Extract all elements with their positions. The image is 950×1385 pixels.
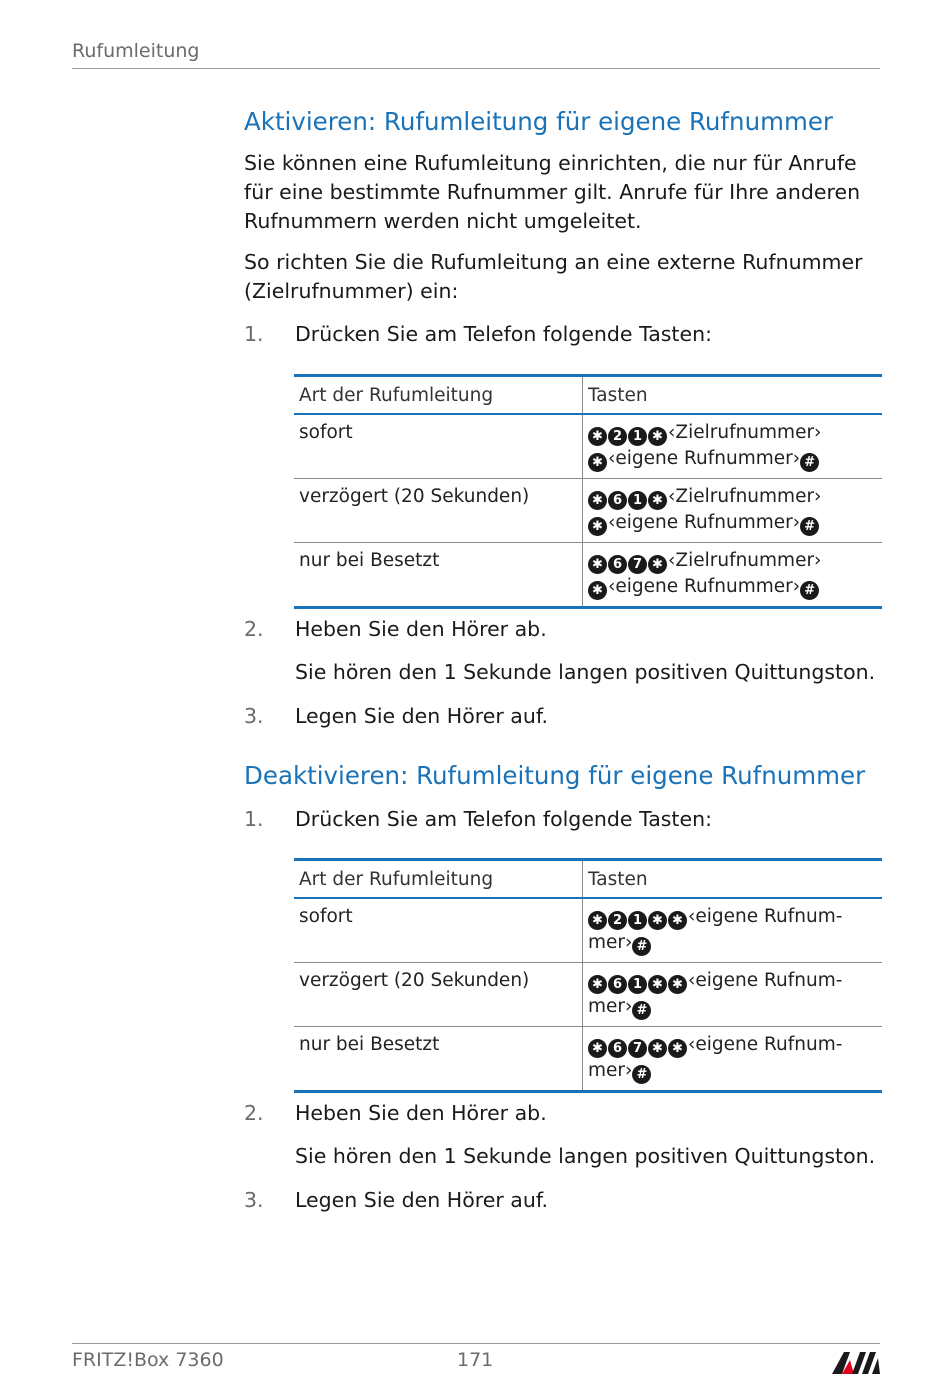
table-header-row [294, 376, 882, 415]
page-number: 171 [457, 1349, 494, 1371]
step-text: Drücken Sie am Telefon folgende Tasten: [295, 322, 712, 346]
placeholder-text: ‹Zielrufnummer› [668, 550, 822, 571]
activate-codes-table [294, 374, 882, 609]
activate-section [244, 106, 884, 306]
star-key-icon: ✱ [648, 1039, 667, 1058]
hash-key-icon: # [632, 1065, 651, 1084]
deactivate-step-2-note: Sie hören den 1 Sekunde langen positiven Quittungston. [295, 1144, 876, 1168]
key-sequence-cell [583, 898, 883, 963]
table-row [294, 963, 882, 1027]
digit-key-icon: 6 [608, 555, 627, 574]
placeholder-text: mer› [588, 1060, 633, 1081]
step-number: 3. [244, 704, 264, 728]
table-row [294, 414, 882, 479]
star-key-icon: ✱ [588, 517, 607, 536]
table-row [294, 543, 882, 608]
forward-type-cell: nur bei Besetzt [294, 1027, 583, 1092]
placeholder-text: ‹eigene Rufnummer› [608, 512, 801, 533]
hash-key-icon: # [632, 937, 651, 956]
star-key-icon: ✱ [588, 581, 607, 600]
step-text: Legen Sie den Hörer auf. [295, 1188, 549, 1212]
forward-type-cell: sofort [294, 414, 583, 479]
key-sequence-cell [583, 1027, 883, 1092]
forward-type-cell: verzögert (20 Sekunden) [294, 963, 583, 1027]
placeholder-text: ‹Zielrufnummer› [668, 422, 822, 443]
hash-key-icon: # [800, 517, 819, 536]
table-header-row [294, 860, 882, 899]
step-text: Legen Sie den Hörer auf. [295, 704, 549, 728]
avm-logo-graphic [830, 1350, 882, 1376]
star-key-icon: ✱ [588, 453, 607, 472]
star-key-icon: ✱ [648, 427, 667, 446]
placeholder-text: ‹eigene Rufnum- [688, 1034, 843, 1055]
step-text: Drücken Sie am Telefon folgende Tasten: [295, 807, 712, 831]
star-key-icon: ✱ [648, 911, 667, 930]
running-header: Rufumleitung [72, 40, 880, 69]
digit-key-icon: 7 [628, 555, 647, 574]
star-key-icon: ✱ [668, 975, 687, 994]
key-sequence-cell [583, 414, 883, 479]
digit-key-icon: 6 [608, 975, 627, 994]
step-number: 2. [244, 617, 264, 641]
placeholder-text: mer› [588, 996, 633, 1017]
section-heading-activate: Aktivieren: Rufumleitung für eigene Rufnummer [244, 107, 833, 136]
digit-key-icon: 1 [628, 491, 647, 510]
star-key-icon: ✱ [588, 975, 607, 994]
hash-key-icon: # [800, 453, 819, 472]
star-key-icon: ✱ [648, 491, 667, 510]
table-row [294, 898, 882, 963]
step-text: Heben Sie den Hörer ab. [295, 1101, 547, 1125]
activate-step-2-note: Sie hören den 1 Sekunde langen positiven Quittungston. [295, 660, 876, 684]
step-number: 1. [244, 322, 264, 346]
star-key-icon: ✱ [588, 911, 607, 930]
placeholder-text: ‹eigene Rufnummer› [608, 576, 801, 597]
placeholder-text: ‹eigene Rufnummer› [608, 448, 801, 469]
key-sequence-cell [583, 479, 883, 543]
step-number: 2. [244, 1101, 264, 1125]
forward-type-cell: nur bei Besetzt [294, 543, 583, 608]
table-row [294, 1027, 882, 1092]
hash-key-icon: # [632, 1001, 651, 1020]
step-number: 3. [244, 1188, 264, 1212]
intro-paragraph: Sie können eine Rufumleitung einrichten, die nur für Anrufe für eine bestimmte Rufnummer gilt. Anrufe für Ihre anderen Rufnummern werden nicht umgeleitet. [244, 151, 861, 233]
digit-key-icon: 2 [608, 427, 627, 446]
placeholder-text: mer› [588, 932, 633, 953]
table-row [294, 479, 882, 543]
step-text: Heben Sie den Hörer ab. [295, 617, 547, 641]
placeholder-text: ‹eigene Rufnum- [688, 970, 843, 991]
column-header-keys: Tasten [583, 376, 883, 415]
deactivate-section [244, 760, 884, 792]
column-header-type: Art der Rufumleitung [294, 860, 583, 899]
instruction-paragraph: So richten Sie die Rufumleitung an eine externe Rufnummer (Zielrufnummer) ein: [244, 250, 863, 303]
footer-product-name: FRITZ!Box 7360 [72, 1349, 224, 1371]
star-key-icon: ✱ [668, 911, 687, 930]
column-header-keys: Tasten [583, 860, 883, 899]
digit-key-icon: 1 [628, 911, 647, 930]
star-key-icon: ✱ [588, 555, 607, 574]
digit-key-icon: 2 [608, 911, 627, 930]
key-sequence-cell [583, 543, 883, 608]
star-key-icon: ✱ [588, 427, 607, 446]
forward-type-cell: sofort [294, 898, 583, 963]
key-sequence-cell [583, 963, 883, 1027]
star-key-icon: ✱ [588, 1039, 607, 1058]
star-key-icon: ✱ [588, 491, 607, 510]
footer-divider [72, 1343, 880, 1344]
step-number: 1. [244, 807, 264, 831]
column-header-type: Art der Rufumleitung [294, 376, 583, 415]
hash-key-icon: # [800, 581, 819, 600]
section-heading-deactivate: Deaktivieren: Rufumleitung für eigene Rufnummer [244, 761, 866, 790]
star-key-icon: ✱ [668, 1039, 687, 1058]
placeholder-text: ‹eigene Rufnum- [688, 906, 843, 927]
avm-logo-icon [830, 1350, 882, 1380]
star-key-icon: ✱ [648, 555, 667, 574]
star-key-icon: ✱ [648, 975, 667, 994]
placeholder-text: ‹Zielrufnummer› [668, 486, 822, 507]
digit-key-icon: 6 [608, 1039, 627, 1058]
digit-key-icon: 7 [628, 1039, 647, 1058]
digit-key-icon: 6 [608, 491, 627, 510]
deactivate-codes-table [294, 858, 882, 1093]
digit-key-icon: 1 [628, 427, 647, 446]
digit-key-icon: 1 [628, 975, 647, 994]
forward-type-cell: verzögert (20 Sekunden) [294, 479, 583, 543]
